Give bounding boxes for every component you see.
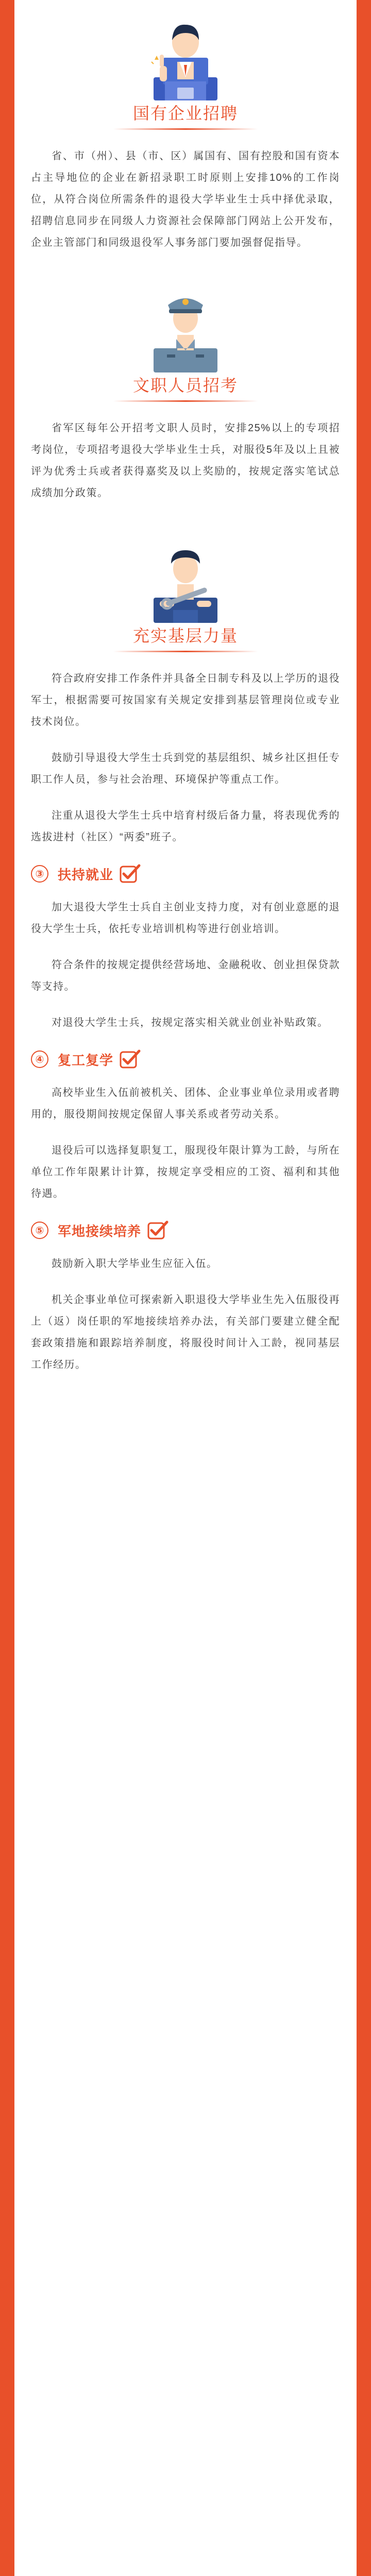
office-worker-illustration: [144, 10, 227, 100]
title-underline: [113, 651, 258, 652]
paragraph: 退役后可以选择复职复工，服现役年限计算为工龄，与所在单位工作年限累计计算，按规定享受相应的工资、福利和其他待遇。: [31, 1145, 340, 1199]
section-title-soe: 国有企业招聘: [132, 104, 238, 123]
checkmark-icon: [119, 1048, 141, 1071]
paragraph: 机关企事业单位可探索新入职退役大学毕业生先入伍服役再上（返）岗任职的军地接续培养办法，有关部门要建立健全配套政策措施和跟踪培养制度，将服役时间计入工龄，视同基层工作经历。: [31, 1294, 340, 1370]
paragraph: 注重从退役大学生士兵中培育村级后备力量，将表现优秀的选拔进村（社区）“两委”班子。: [31, 810, 340, 843]
paragraph: 鼓励引导退役大学生士兵到党的基层组织、城乡社区担任专职工作人员，参与社会治理、环境保护等重点工作。: [31, 752, 340, 785]
paragraph: 鼓励新入职大学毕业生应征入伍。: [52, 1258, 218, 1269]
paragraph: 符合条件的按规定提供经营场地、金融税收、创业担保贷款等支持。: [31, 959, 340, 992]
section-title-resume: 复工复学: [58, 1052, 114, 1068]
section-training: [31, 1219, 340, 1376]
section-number: ④: [31, 1050, 48, 1068]
paragraph: 省军区每年公开招考文职人员时，安排25%以上的专项招考岗位，专项招考退役大学毕业生士兵，对服役5年及以上且被评为优秀士兵或者获得嘉奖及以上奖励的，按规定落实笔试总成绩加分政策。: [31, 422, 340, 499]
soldier-illustration: [144, 282, 227, 372]
checkmark-icon: [146, 1219, 169, 1242]
section-grassroots: [31, 518, 340, 848]
section-heading-resume: [31, 1048, 340, 1071]
section-employment: [31, 862, 340, 1033]
title-underline: [113, 128, 258, 130]
paragraph: 符合政府安排工作条件并具备全日制专科及以上学历的退役军士，根据需要可按国家有关规定安排到基层管理岗位或专业技术岗位。: [31, 673, 340, 727]
worker-with-wrench-illustration: [144, 533, 227, 623]
section-heading-training: [31, 1219, 340, 1242]
section-title-training: 军地接续培养: [58, 1223, 142, 1239]
article-content: [31, 0, 340, 1390]
paragraph: 高校毕业生入伍前被机关、团体、企业事业单位录用或者聘用的，服役期间按规定保留人事关系或者劳动关系。: [31, 1087, 340, 1120]
paragraph: 加大退役大学生士兵自主创业支持力度，对有创业意愿的退役大学生士兵，依托专业培训机构等进行创业培训。: [31, 902, 340, 935]
section-soe: [31, 0, 340, 253]
section-resume: [31, 1048, 340, 1205]
section-civil: [31, 268, 340, 504]
section-heading-employment: [31, 862, 340, 885]
checkmark-icon: [119, 862, 141, 885]
section-number: ⑤: [31, 1222, 48, 1239]
title-underline: [113, 400, 258, 402]
paragraph: 对退役大学生士兵，按规定落实相关就业创业补贴政策。: [52, 1017, 329, 1028]
section-title-civil: 文职人员招考: [132, 376, 238, 395]
section-title-grassroots: 充实基层力量: [132, 626, 238, 645]
section-number: ③: [31, 865, 48, 883]
section-title-employment: 扶持就业: [58, 867, 114, 883]
paragraph: 省、市（州）、县（市、区）属国有、国有控股和国有资本占主导地位的企业在新招录职工时原则上安排10%的工作岗位，从符合岗位所需条件的退役大学毕业生士兵中择优录取，招聘信息同步在同级人力资源社会保障部门网站上公开发布，企业主管部门和同级退役军人事务部门要加强督促指导。: [31, 150, 340, 248]
